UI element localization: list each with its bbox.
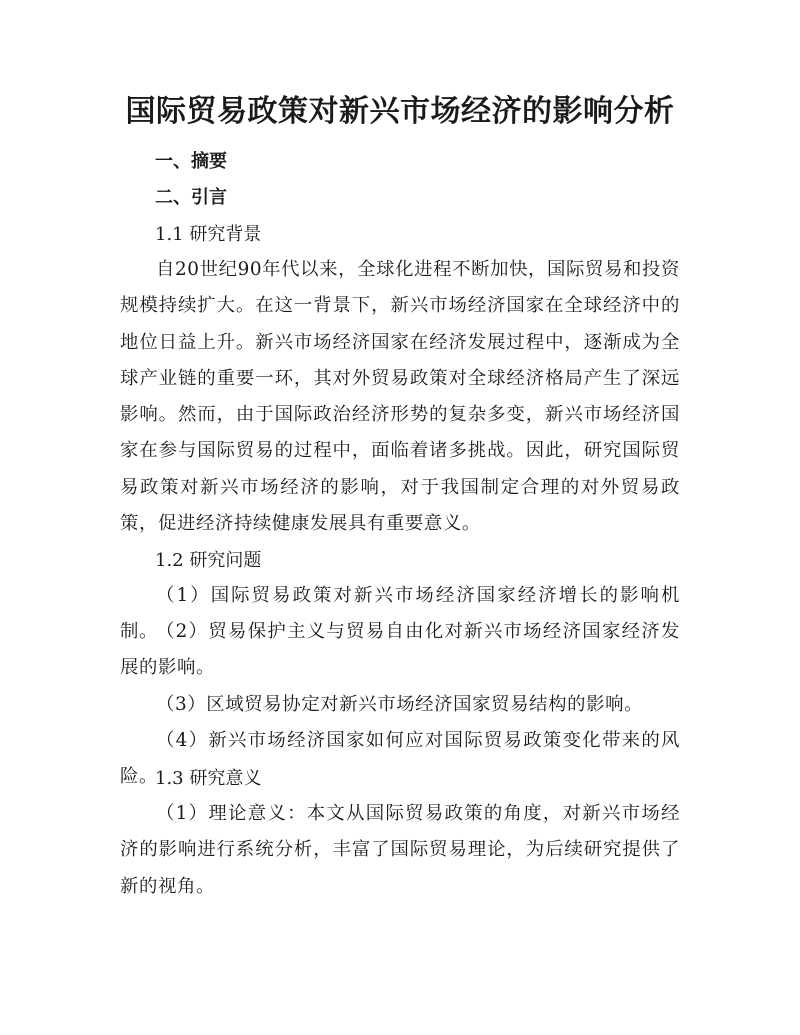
significance-heading: 1.3 研究意义 [155,768,262,789]
question-item-2: （2）贸易保护主义与贸易自由化对新兴市场经济国家经济发展的影响。 [120,621,680,679]
question-item-4: （4）新兴市场经济国家如何应对国际贸易政策变化带来的风险。 [120,730,680,788]
question-item-1: （1）国际贸易政策对新兴市场经济国家经济增长的影响机制。 [120,585,680,643]
background-heading: 1.1 研究背景 [155,224,262,245]
intro-heading: 二、引言 [155,187,227,208]
document-title: 国际贸易政策对新兴市场经济的影响分析 [125,94,675,129]
question-item-3: （3）区域贸易协定对新兴市场经济国家贸易结构的影响。 [156,694,644,715]
significance-item-1: （1）理论意义：本文从国际贸易政策的角度，对新兴市场经济的影响进行系统分析，丰富了国际贸易理论，为后续研究提供了新的视角。 [120,803,680,897]
abstract-heading: 一、摘要 [155,151,227,172]
questions-heading: 1.2 研究问题 [155,550,262,571]
background-paragraph: 自20世纪90年代以来，全球化进程不断加快，国际贸易和投资规模持续扩大。在这一背景下，新兴市场经济国家在全球经济中的地位日益上升。新兴市场经济国家在经济发展过程中，逐渐成为全球产业链的重要一环，其对外贸易政策对全球经济格局产生了深远影响。然而，由于国际政治经济形势的复杂多变，新兴市场经济国家在参与国际贸易的过程中，面临着诸多挑战。因此，研究国际贸易政策对新兴市场经济的影响，对于我国制定合理的对外贸易政策，促进经济持续健康发展具有重要意义。 [120,259,680,535]
